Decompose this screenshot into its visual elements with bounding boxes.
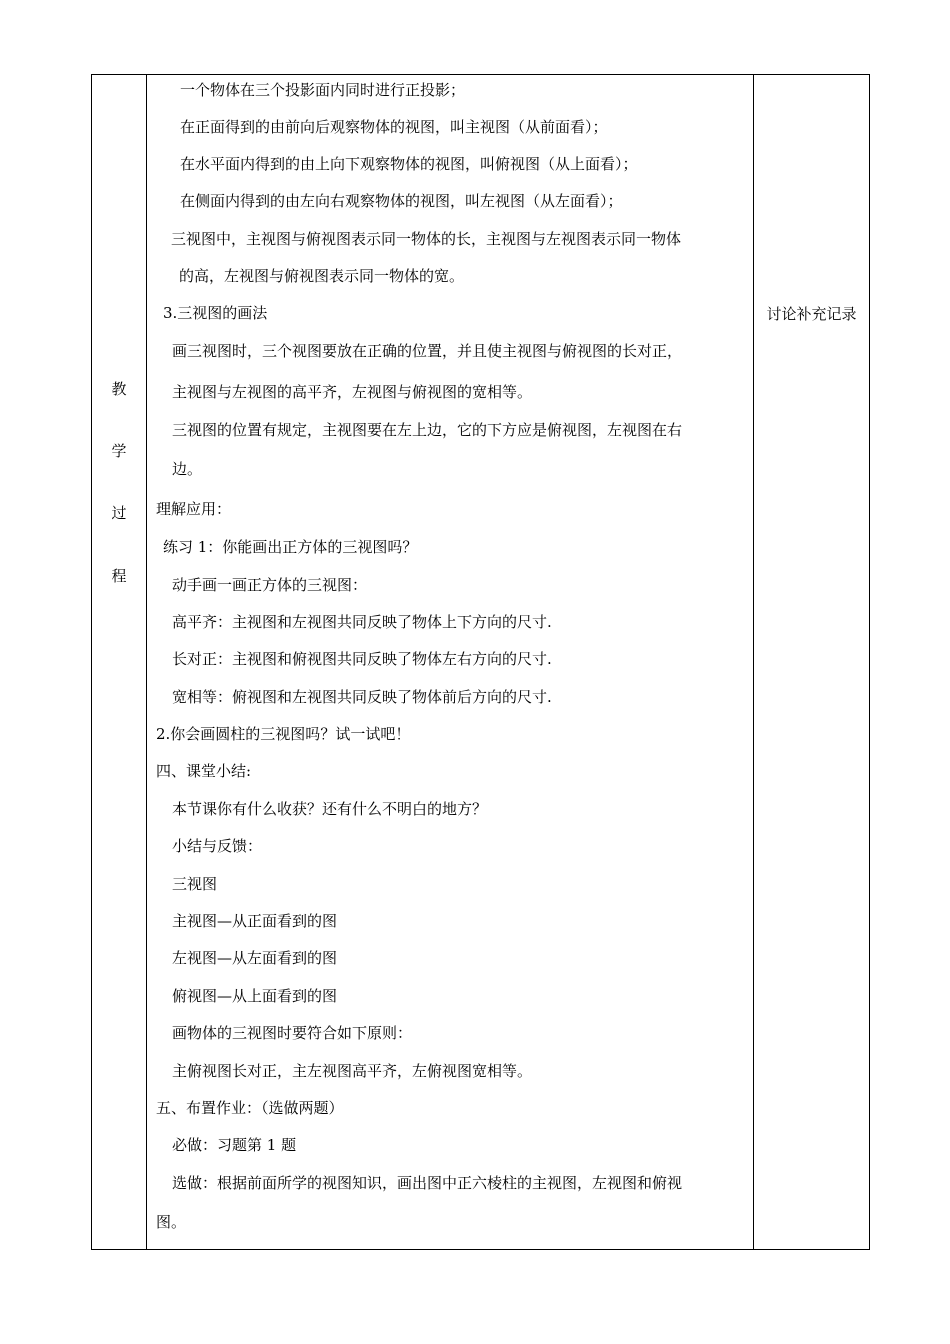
notes-label: 讨论补充记录	[766, 305, 857, 323]
section-label-char: 过	[111, 504, 127, 522]
section-label-cell	[92, 75, 147, 1250]
content-line: 必做：习题第 1 题	[172, 1136, 297, 1154]
content-line: 图。	[156, 1213, 187, 1231]
content-line: 小结与反馈：	[172, 837, 263, 855]
content-line: 画三视图时，三个视图要放在正确的位置，并且使主视图与俯视图的长对正，	[172, 342, 683, 360]
content-line: 在水平面内得到的由上向下观察物体的视图，叫俯视图（从上面看）；	[180, 155, 638, 173]
content-line: 练习 1：你能画出正方体的三视图吗？	[163, 538, 418, 556]
section-label-char: 学	[111, 442, 127, 460]
content-line: 俯视图—从上面看到的图	[172, 987, 338, 1005]
content-line: 三视图的位置有规定，主视图要在左上边，它的下方应是俯视图，左视图在右	[172, 421, 683, 439]
content-line: 边。	[172, 460, 203, 478]
section-label-char: 程	[111, 567, 127, 585]
notes-cell	[754, 75, 870, 1250]
section-heading: 3.三视图的画法	[163, 304, 268, 322]
lesson-content-cell	[147, 75, 754, 1250]
content-line: 左视图—从左面看到的图	[172, 949, 338, 967]
content-line: 主俯视图长对正，主左视图高平齐，左俯视图宽相等。	[172, 1062, 533, 1080]
section-label-char: 教	[111, 380, 127, 398]
content-line: 在侧面内得到的由左向右观察物体的视图，叫左视图（从左面看）；	[180, 192, 623, 210]
content-line: 一个物体在三个投影面内同时进行正投影；	[180, 81, 466, 99]
content-line: 三视图中，主视图与俯视图表示同一物体的长，主视图与左视图表示同一物体	[171, 230, 682, 248]
section-heading: 理解应用：	[156, 500, 232, 518]
content-line: 长对正：主视图和俯视图共同反映了物体左右方向的尺寸.	[172, 650, 552, 668]
content-line: 在正面得到的由前向后观察物体的视图，叫主视图（从前面看）；	[180, 118, 608, 136]
content-line: 动手画一画正方体的三视图：	[172, 576, 368, 594]
section-heading: 四、课堂小结:	[156, 762, 252, 780]
content-line: 的高，左视图与俯视图表示同一物体的宽。	[179, 267, 465, 285]
section-heading: 五、布置作业：（选做两题）	[156, 1099, 344, 1117]
content-line: 高平齐：主视图和左视图共同反映了物体上下方向的尺寸.	[172, 613, 552, 631]
content-line: 选做：根据前面所学的视图知识，画出图中正六棱柱的主视图，左视图和俯视	[172, 1174, 683, 1192]
content-line: 画物体的三视图时要符合如下原则：	[172, 1024, 413, 1042]
content-line: 主视图与左视图的高平齐，左视图与俯视图的宽相等。	[172, 383, 533, 401]
table-row	[92, 75, 870, 1250]
content-line: 宽相等：俯视图和左视图共同反映了物体前后方向的尺寸.	[172, 688, 552, 706]
content-line: 2.你会画圆柱的三视图吗？试一试吧！	[156, 725, 411, 743]
content-line: 三视图	[172, 875, 218, 893]
lesson-table	[91, 74, 870, 1250]
content-line: 本节课你有什么收获？还有什么不明白的地方？	[172, 800, 488, 818]
content-line: 主视图—从正面看到的图	[172, 912, 338, 930]
